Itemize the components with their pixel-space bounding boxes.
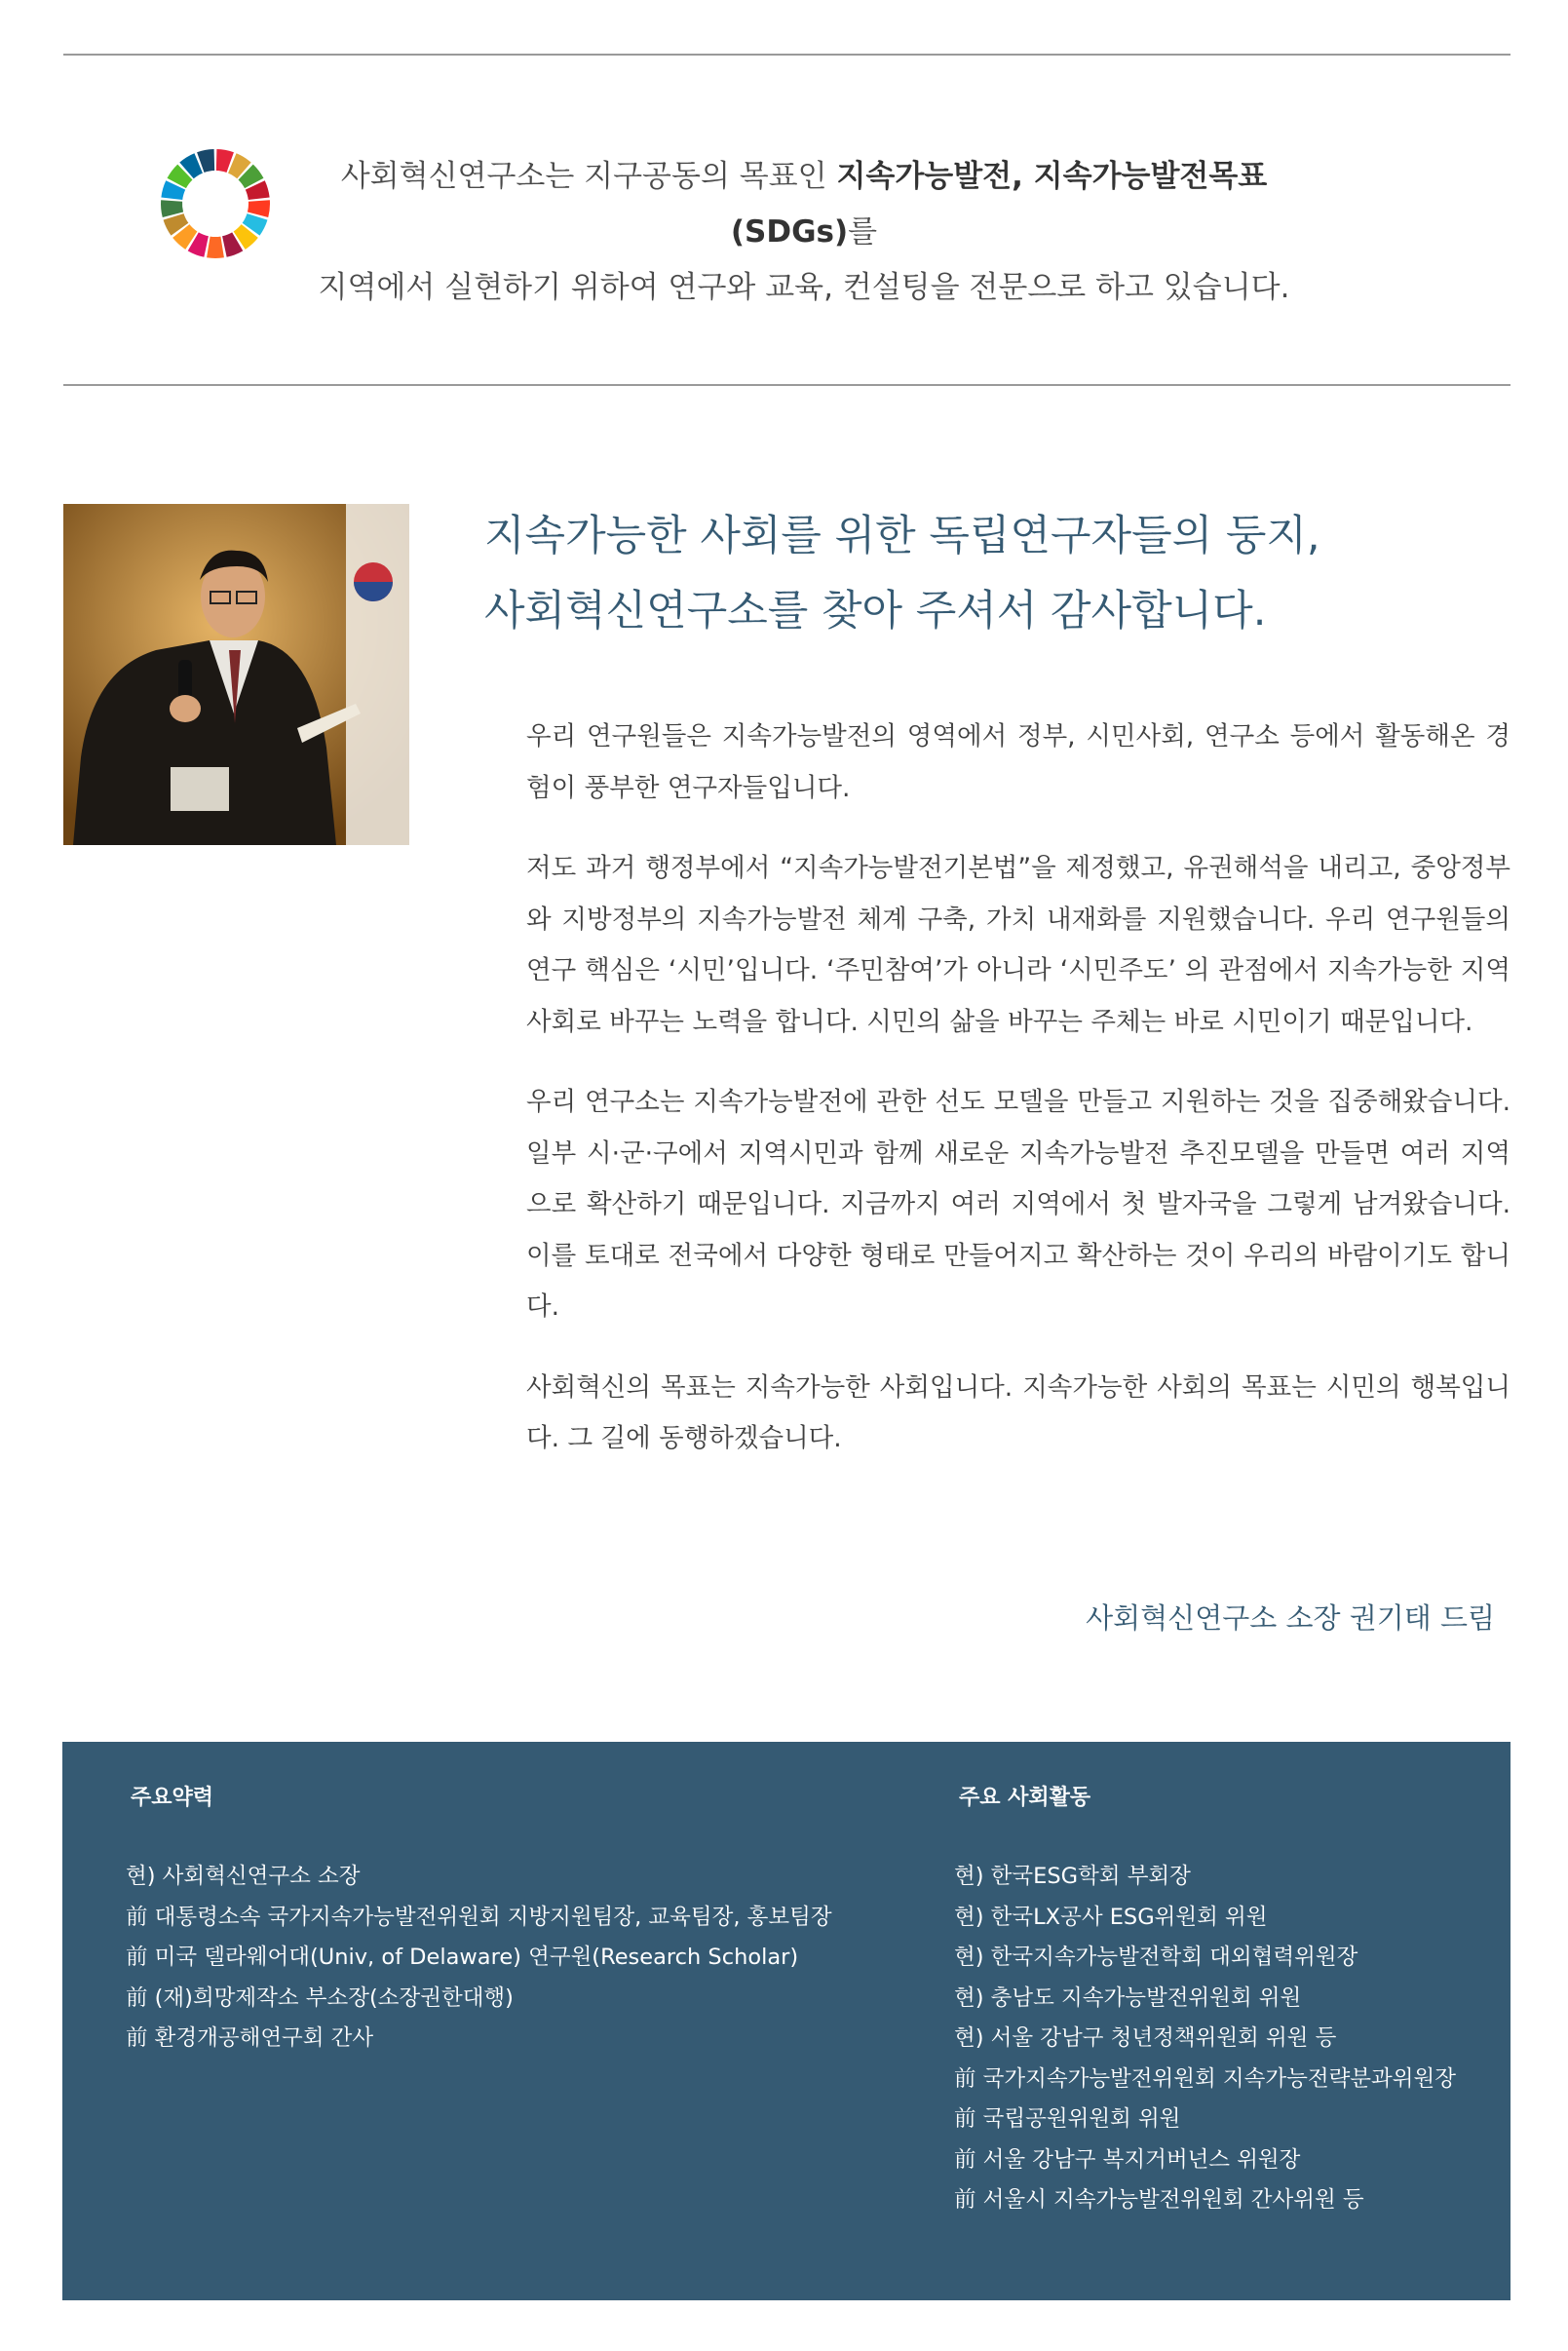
headline-line-1: 지속가능한 사회를 위한 독립연구자들의 둥지,: [484, 512, 1320, 560]
list-item: 前 서울시 지속가능발전위원회 간사위원 등: [954, 2187, 1364, 2213]
intro-line-1: [292, 149, 1316, 260]
paragraph: 저도 과거 행정부에서 “지속가능발전기본법”을 제정했고, 유권해석을 내리고, 중앙정부와 지방정부의 지속가능발전 체계 구축, 가치 내재화를 지원했습니다. 우리 연구원들의 연구 핵심은 ‘시민’입니다. ‘주민참여’가 아니라 ‘시민주도’ 의 관점에서 지속가능한 지역사회로 바꾸는 노력을 합니다. 시민의 삶을 바꾸는 주체는 바로 시민이기 때문입니다.: [526, 853, 1511, 1037]
signature: 사회혁신연구소 소장 권기태 드림: [1086, 1601, 1495, 1635]
sdg-wheel-segment: [161, 200, 183, 217]
profile-panel: [62, 1742, 1511, 2300]
intro-emphasis: 지속가능발전, 지속가능발전목표(SDGs): [730, 159, 1268, 250]
paragraph: 사회혁신의 목표는 지속가능한 사회입니다. 지속가능한 사회의 목표는 시민의 행복입니다. 그 길에 동행하겠습니다.: [526, 1371, 1511, 1453]
list-item: 前 국립공원위원회 위원: [954, 2106, 1181, 2132]
career-list: [126, 1857, 832, 2060]
activities-section: [954, 1781, 1456, 2221]
list-item: 前 대통령소속 국가지속가능발전위원회 지방지원팀장, 교육팀장, 홍보팀장: [126, 1904, 832, 1930]
sdg-wheel-icon: [160, 148, 271, 259]
career-section: [126, 1781, 832, 2060]
activities-title: 주요 사회활동: [959, 1786, 1091, 1810]
list-item: 현) 한국지속가능발전학회 대외협력위원장: [954, 1945, 1358, 1970]
list-item: 현) 충남도 지속가능발전위원회 위원: [954, 1985, 1302, 2011]
intro-text: 를: [848, 214, 878, 250]
intro-text: 사회혁신연구소는 지구공동의 목표인: [340, 159, 837, 194]
intro-statement: [292, 149, 1316, 316]
list-item: 현) 사회혁신연구소 소장: [126, 1864, 361, 1889]
top-divider: [63, 54, 1511, 56]
list-item: 현) 서울 강남구 청년정책위원회 위원 등: [954, 2025, 1337, 2051]
list-item: 현) 한국ESG학회 부회장: [954, 1864, 1191, 1889]
paragraph: 우리 연구원들은 지속가능발전의 영역에서 정부, 시민사회, 연구소 등에서 활동해온 경험이 풍부한 연구자들입니다.: [526, 721, 1511, 803]
middle-divider: [63, 384, 1511, 386]
sdg-wheel-segment: [248, 200, 270, 217]
activities-list: [954, 1857, 1456, 2221]
career-title: 주요약력: [131, 1786, 214, 1810]
intro-line-2: 지역에서 실현하기 위하여 연구와 교육, 컨설팅을 전문으로 하고 있습니다.: [318, 270, 1290, 305]
portrait-illustration: [63, 504, 409, 845]
director-portrait: [63, 504, 409, 845]
sdg-wheel-segment: [207, 237, 224, 258]
page-headline: [484, 499, 1320, 649]
list-item: 前 (재)희망제작소 부소장(소장권한대행): [126, 1985, 514, 2011]
list-item: 현) 한국LX공사 ESG위원회 위원: [954, 1904, 1268, 1930]
list-item: 前 미국 델라웨어대(Univ, of Delaware) 연구원(Research Scholar): [126, 1945, 799, 1970]
greeting-body: [526, 712, 1511, 1494]
paragraph: 우리 연구소는 지속가능발전에 관한 선도 모델을 만들고 지원하는 것을 집중해왔습니다. 일부 시·군·구에서 지역시민과 함께 새로운 지속가능발전 추진모델을 만들면 여러 지역으로 확산하기 때문입니다. 지금까지 여러 지역에서 첫 발자국을 그렇게 남겨왔습니다. 이를 토대로 전국에서 다양한 형태로 만들어지고 확산하는 것이 우리의 바람이기도 합니다.: [526, 1087, 1511, 1322]
list-item: 前 국가지속가능발전위원회 지속가능전략분과위원장: [954, 2065, 1456, 2092]
list-item: 前 서울 강남구 복지거버넌스 위원장: [954, 2146, 1301, 2173]
list-item: 前 환경개공해연구회 간사: [126, 2025, 374, 2051]
headline-line-2: 사회혁신연구소를 찾아 주셔서 감사합니다.: [484, 587, 1267, 636]
